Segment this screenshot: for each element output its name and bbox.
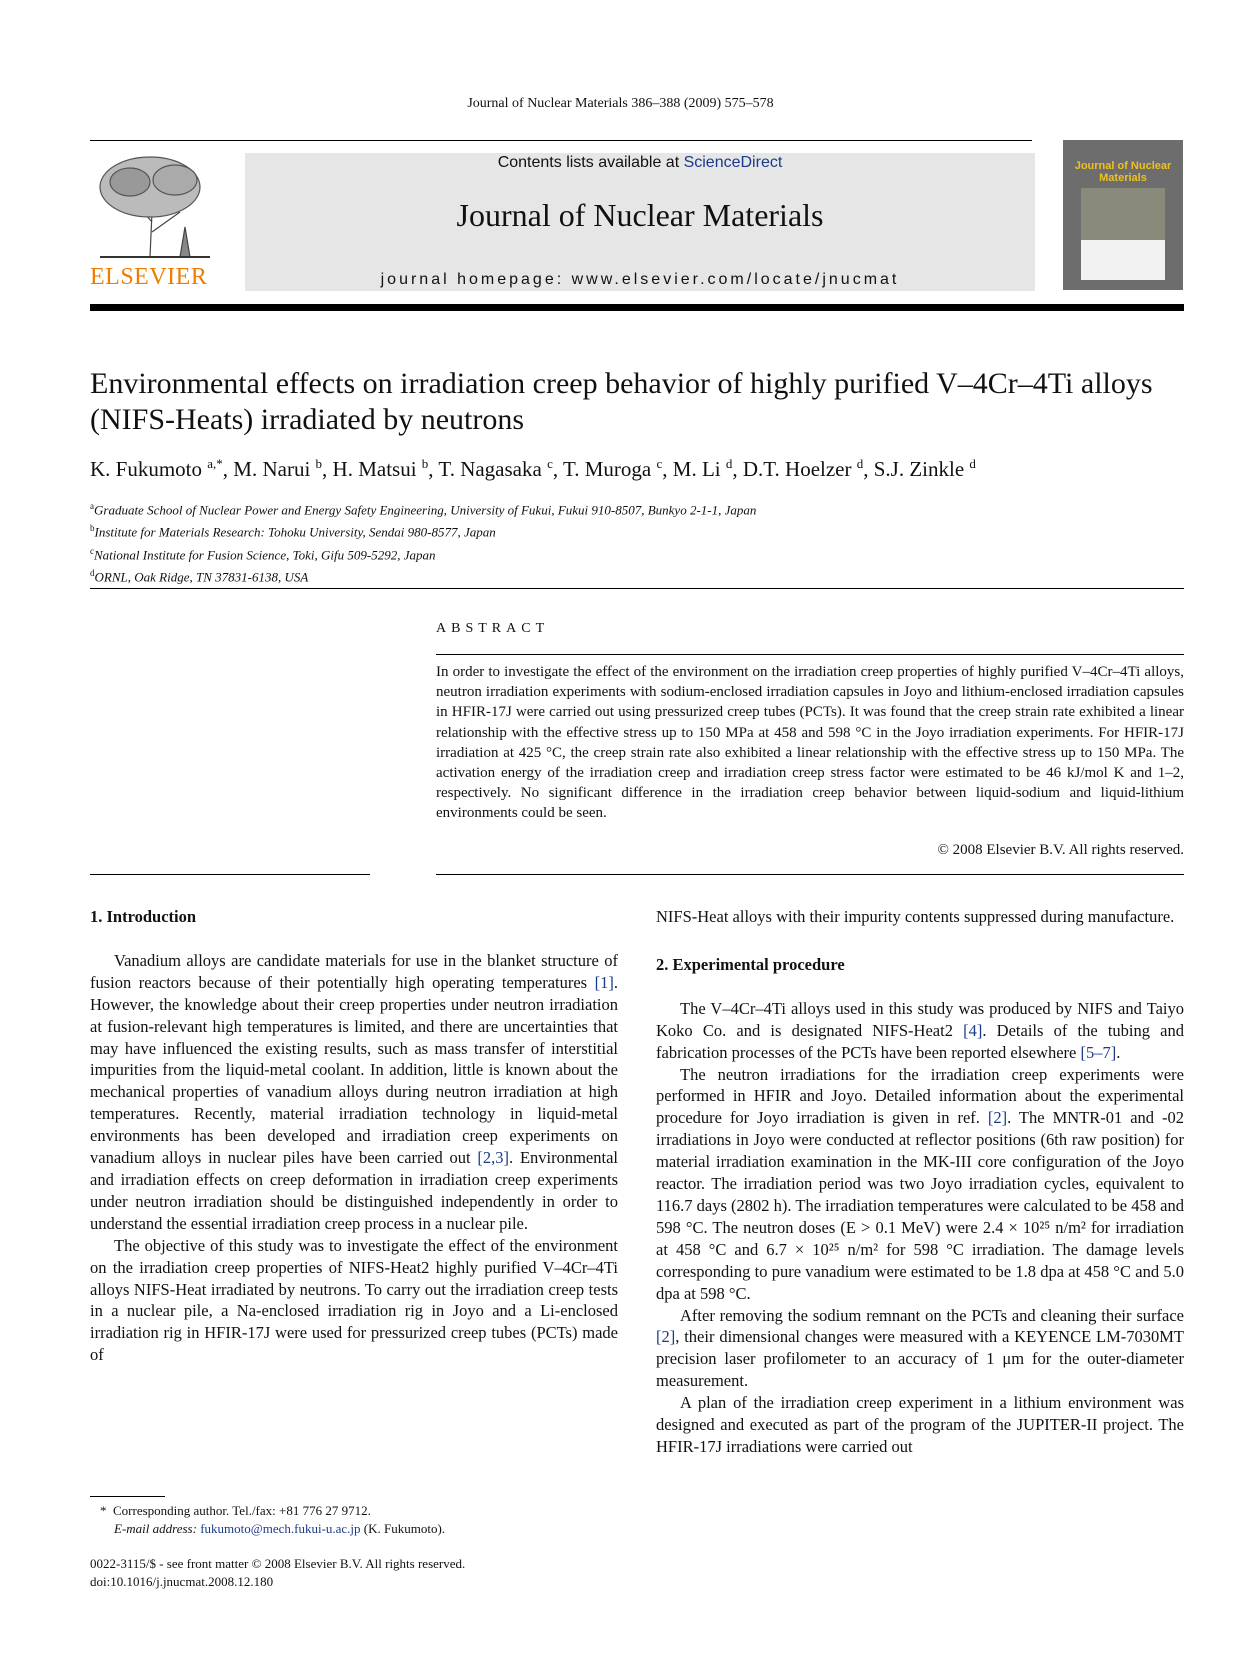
cover-lower-panel bbox=[1081, 240, 1165, 280]
left-column bbox=[90, 906, 618, 1366]
text-run: . Environmental and irradiation effects on creep deformation in irradiation creep experiments under neutron irradiation should be distinguished independently in order to understand the essential irradiation creep process in a nuclear pile. bbox=[90, 1148, 618, 1233]
paragraph: NIFS-Heat alloys with their impurity contents suppressed during manufacture. bbox=[656, 907, 1175, 926]
author-name: M. Narui bbox=[233, 457, 311, 481]
tree-icon bbox=[90, 152, 220, 262]
affiliation-mark: d bbox=[90, 567, 95, 578]
section-rule bbox=[90, 588, 1184, 589]
author bbox=[673, 457, 733, 481]
abstract-top-rule bbox=[436, 654, 1184, 655]
doi-line[interactable]: doi:10.1016/j.jnucmat.2008.12.180 bbox=[90, 1574, 274, 1589]
reference-link[interactable]: [2] bbox=[656, 1327, 676, 1347]
affiliation-mark: b bbox=[90, 523, 95, 534]
text-run: . However, the knowledge about their creep properties under neutron irradiation at fusion-relevant high temperatures is limited, and there are uncertainties that may have influenced the existing results, such as mass transfer of interstitial impurities from the liquid-metal coolant. In addition, little is known about the mechanical properties of vanadium alloys during neutron irradiation at high temperatures. Recently, material irradiation technology in liquid-metal environments has been developed and irradiation creep experiments on vanadium alloys in nuclear piles have been carried out bbox=[90, 972, 618, 1168]
text-run: . Details of the tubing and fabrication processes of the PCTs have been reported elsewhere bbox=[656, 1020, 1184, 1062]
header-rule bbox=[90, 140, 1032, 141]
affiliation bbox=[90, 519, 1184, 541]
affiliation bbox=[90, 564, 1184, 586]
paragraph: A plan of the irradiation creep experiment in a lithium environment was designed and executed as part of the program of the JUPITER-II project. The HFIR-17J irradiations were carried out bbox=[656, 1393, 1184, 1456]
author-affiliation-mark: d bbox=[725, 456, 733, 471]
section-heading-introduction: 1. Introduction bbox=[90, 907, 197, 926]
footnote-email-line bbox=[90, 1520, 618, 1538]
paragraph bbox=[656, 1064, 1184, 1305]
affiliation-text: ORNL, Oak Ridge, TN 37831-6138, USA bbox=[94, 569, 309, 585]
author-affiliation-mark: c bbox=[656, 456, 663, 471]
affiliation-text: Graduate School of Nuclear Power and Energy Safety Engineering, University of Fukui, Fukui 910-8507, Bunkyo 2-1-1, Japan bbox=[94, 502, 757, 518]
elsevier-wordmark: ELSEVIER bbox=[90, 264, 208, 290]
text-run: Vanadium alloys are candidate materials for use in the blanket structure of fusion reactors because of their potentially high operating temperatures bbox=[90, 950, 618, 992]
email-link[interactable]: fukumoto@mech.fukui-u.ac.jp bbox=[200, 1521, 361, 1536]
contents-line bbox=[245, 153, 1035, 173]
article-title: Environmental effects on irradiation creep behavior of highly purified V–4Cr–4Ti alloys (NIFS-Heats) irradiated by neutrons bbox=[90, 367, 1153, 436]
paragraph bbox=[656, 998, 1184, 1064]
text-run: After removing the sodium remnant on the PCTs and cleaning their surface bbox=[680, 1305, 1184, 1325]
reference-link[interactable]: [5–7] bbox=[1080, 1042, 1117, 1062]
sciencedirect-link[interactable]: ScienceDirect bbox=[683, 154, 783, 171]
author-affiliation-mark: c bbox=[547, 456, 553, 471]
reference-link[interactable]: [1] bbox=[594, 972, 614, 992]
text-run: . bbox=[1116, 1042, 1121, 1062]
elsevier-logo[interactable] bbox=[90, 152, 220, 290]
journal-citation: Journal of Nuclear Materials 386–388 (2009) 575–578 bbox=[467, 96, 774, 111]
reference-link[interactable]: [4] bbox=[963, 1020, 983, 1040]
text-run: The neutron irradiations for the irradiation creep experiments were performed in HFIR and Joyo. Detailed information about the experimental procedure for Joyo irradiation is given in ref. bbox=[656, 1064, 1184, 1128]
paragraph bbox=[90, 950, 618, 1235]
author bbox=[438, 457, 552, 481]
journal-homepage-link[interactable]: journal homepage: www.elsevier.com/locate/jnucmat bbox=[380, 271, 900, 288]
affiliation-mark: a bbox=[90, 501, 94, 511]
author-affiliation-mark: a,* bbox=[207, 456, 223, 471]
author-name: D.T. Hoelzer bbox=[742, 457, 852, 481]
abstract-bottom-rule bbox=[436, 874, 1184, 875]
email-label: E-mail address: bbox=[114, 1521, 201, 1536]
footnote-text: Corresponding author. Tel./fax: +81 776 27 9712. bbox=[113, 1503, 371, 1518]
reference-link[interactable]: [2,3] bbox=[477, 1148, 510, 1168]
right-column bbox=[656, 906, 1184, 1458]
author-name: H. Matsui bbox=[332, 457, 417, 481]
author-name: M. Li bbox=[672, 457, 721, 481]
author-affiliation-mark: d bbox=[969, 456, 976, 471]
affiliation bbox=[90, 497, 1184, 519]
text-run: The V–4Cr–4Ti alloys used in this study was produced by NIFS and Taiyo Koko Co. and is designated NIFS-Heat2 bbox=[656, 998, 1184, 1040]
section-heading-experimental: 2. Experimental procedure bbox=[656, 954, 845, 974]
reference-link[interactable]: [2] bbox=[987, 1108, 1008, 1128]
front-matter bbox=[90, 1555, 690, 1591]
affiliation-text: National Institute for Fusion Science, Toki, Gifu 509-5292, Japan bbox=[94, 546, 436, 562]
author-affiliation-mark: d bbox=[856, 456, 864, 471]
author-name: S.J. Zinkle bbox=[873, 457, 965, 481]
abstract-heading: ABSTRACT bbox=[436, 621, 550, 636]
email-suffix: (K. Fukumoto). bbox=[360, 1521, 446, 1536]
author-affiliation-mark: b bbox=[421, 456, 429, 471]
author bbox=[563, 457, 662, 481]
affiliations bbox=[90, 497, 1184, 586]
author-name: T. Muroga bbox=[562, 457, 652, 481]
paragraph bbox=[656, 1305, 1184, 1393]
footnote bbox=[90, 1502, 618, 1538]
affiliation bbox=[90, 542, 1184, 564]
footnote-line bbox=[90, 1502, 618, 1520]
cover-photo bbox=[1081, 188, 1165, 240]
author-name: K. Fukumoto bbox=[90, 457, 203, 481]
author bbox=[743, 457, 863, 481]
header-thick-rule bbox=[90, 304, 1184, 311]
author bbox=[233, 457, 322, 481]
abstract-text: In order to investigate the effect of the environment on the irradiation creep properties of highly purified V–4Cr–4Ti alloys, neutron irradiation experiments with sodium-enclosed irradiation capsules in Joyo and lithium-enclosed irradiation capsules in HFIR-17J were carried out using pressurized creep tubes (PCTs). It was found that the creep strain rate exhibited a linear relationship with the effective stress up to 150 MPa at 458 and 598 °C in the Joyo irradiation experiments. For HFIR-17J irradiation at 425 °C, the creep strain rate also exhibited a linear relationship with the effective stress up to 150 MPa. The activation energy of the irradiation creep and irradiation creep stress factor were estimated to be 46 kJ/mol K and 1–2, respectively. No significant difference in the irradiation creep behavior between liquid-sodium and liquid-lithium environments could be seen. bbox=[436, 664, 1184, 822]
journal-cover-thumbnail[interactable] bbox=[1063, 140, 1183, 290]
contents-prefix: Contents lists available at bbox=[497, 154, 684, 171]
author-name: T. Nagasaka bbox=[438, 457, 542, 481]
left-short-rule bbox=[90, 874, 370, 875]
footnote-mark: * bbox=[100, 1503, 107, 1518]
author bbox=[333, 457, 429, 481]
author bbox=[874, 457, 976, 481]
text-run: , their dimensional changes were measured with a KEYENCE LM-7030MT precision laser profilometer to an accuracy of 1 μm for the outer-diameter measurement. bbox=[656, 1327, 1184, 1391]
journal-banner bbox=[245, 153, 1035, 291]
copyright-line: © 2008 Elsevier B.V. All rights reserved. bbox=[937, 842, 1184, 858]
banner-journal-title: Journal of Nuclear Materials bbox=[456, 197, 824, 233]
author-affiliation-mark: b bbox=[315, 456, 323, 471]
issn-line: 0022-3115/$ - see front matter © 2008 Elsevier B.V. All rights reserved. bbox=[90, 1556, 466, 1571]
affiliation-mark: c bbox=[90, 545, 94, 556]
paragraph: The objective of this study was to investigate the effect of the environment on the irradiation creep properties of NIFS-Heat2 highly purified V–4Cr–4Ti alloys NIFS-Heat irradiated by neutrons. To carry out the irradiation creep tests in a nuclear pile, a Na-enclosed irradiation rig in Joyo and a Li-enclosed irradiation rig in HFIR-17J were used for pressurized creep tubes (PCTs) made of bbox=[90, 1235, 618, 1365]
text-run: . The MNTR-01 and -02 irradiations in Joyo were conducted at reflector positions (6th raw position) for material irradiation examination in the MK-III core configuration of the Joyo reactor. The irradiation period was two Joyo irradiation cycles, equivalent to 116.7 days (2802 h). The irradiation temperatures were calculated to be 458 and 598 °C. The neutron doses (E > 0.1 MeV) were 2.4 × 10²⁵ n/m² for irradiation at 458 °C and 6.7 × 10²⁵ n/m² for 598 °C irradiation. The damage levels corresponding to pure vanadium were estimated to be 1.8 dpa at 458 °C and 5.0 dpa at 598 °C. bbox=[656, 1108, 1185, 1303]
author-list: K. Fukumoto $^{a,*}$, M. Narui $^b$, H. Matsui $^b$, T. Nagasaka $^c$, T. Muroga $^c$, M. Li $^d$, D.T. Hoelzer $^d$, S.J. Zinkle $^d$ bbox=[90, 456, 976, 481]
affiliation-text: Institute for Materials Research: Tohoku University, Sendai 980-8577, Japan bbox=[94, 524, 496, 540]
footnote-rule bbox=[90, 1496, 165, 1497]
cover-title: Journal of Nuclear Materials bbox=[1074, 160, 1172, 184]
author bbox=[90, 457, 223, 481]
